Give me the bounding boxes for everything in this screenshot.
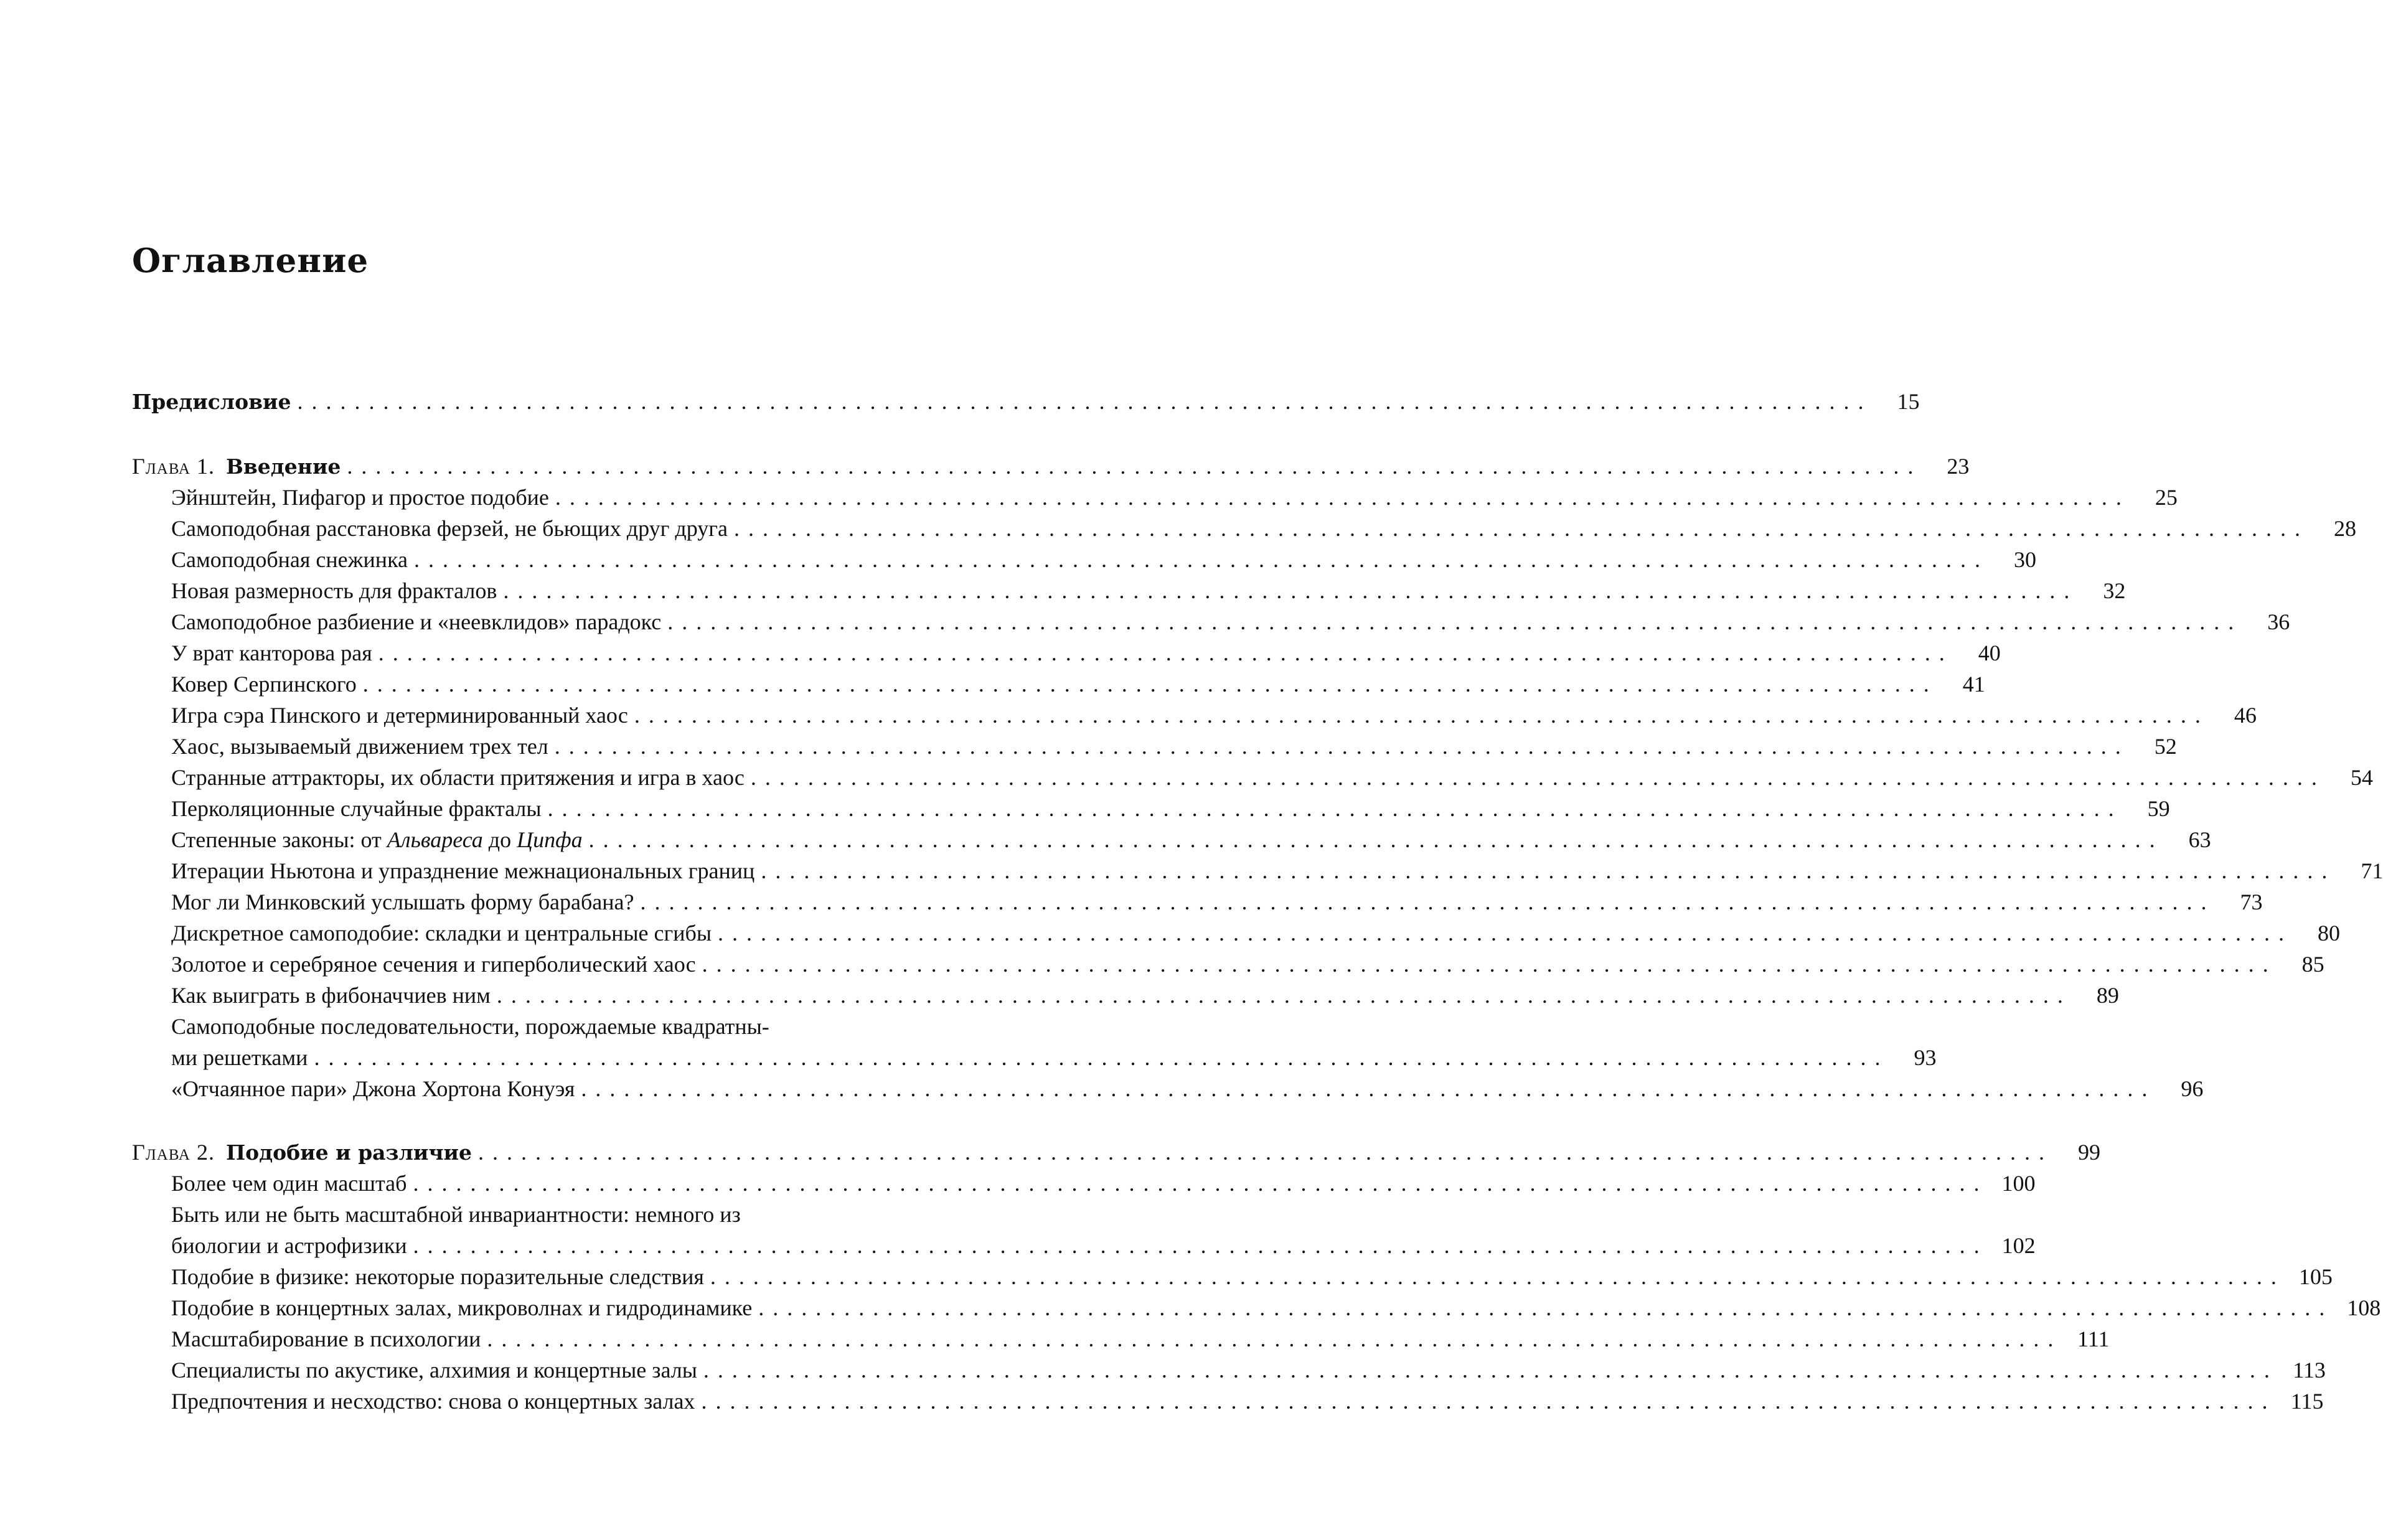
dot-leader: .............................................................................................................. [701,1389,2277,1414]
dot-leader: .............................................................................................................. [710,1264,2285,1289]
entry-title: Дискретное самоподобие: складки и центральные сгибы [171,921,712,946]
entry-page: 54 [2350,765,2373,790]
dot-leader: .............................................................................................................. [297,389,1873,414]
entry-page: 52 [2154,734,2177,759]
toc-entry[interactable] [132,669,1985,700]
entry-page: 85 [2301,952,2324,977]
entry-page: 93 [1914,1045,1937,1070]
page-title: Оглавление [132,242,369,280]
entry-title-italic: Альвареса [387,827,483,852]
entry-title: Хаос, вызываемый движением трех тел [171,734,548,759]
toc-entry[interactable] [132,1386,2324,1417]
entry-page: 96 [2181,1076,2204,1101]
entry-page: 71 [2361,858,2383,883]
toc-entry[interactable] [132,1355,2326,1386]
toc-entry[interactable] [132,918,2341,949]
toc-entry[interactable] [132,1323,2110,1355]
entry-page: 73 [2240,890,2263,914]
entry-page: 100 [2001,1171,2036,1196]
entry-page: 111 [2077,1326,2110,1351]
entry-title-part: до [488,827,512,852]
toc-entry[interactable] [132,606,2290,637]
dot-leader: .............................................................................................................. [588,827,2164,852]
entry-page: 108 [2347,1295,2381,1320]
dot-leader: .............................................................................................................. [750,765,2326,790]
table-of-contents [132,386,2383,1417]
dot-leader: .............................................................................................................. [634,703,2209,728]
toc-entry[interactable] [132,824,2211,855]
entry-title: Новая размерность для фракталов [171,578,497,603]
entry-title: Перколяционные случайные фракталы [171,796,542,821]
entry-title: Золотое и серебряное сечения и гиперболический хаос [171,952,696,977]
toc-entry-preface[interactable] [132,386,1920,417]
dot-leader: .............................................................................................................. [554,734,2130,759]
dot-leader: .............................................................................................................. [347,454,1922,479]
entry-title: Самоподобная снежинка [171,547,408,572]
entry-title: Специалисты по акустике, алхимия и концертные залы [171,1358,697,1383]
entry-page: 102 [2001,1233,2036,1258]
dot-leader: .............................................................................................................. [314,1045,1889,1070]
entry-page: 105 [2298,1264,2333,1289]
entry-title-part: Степенные законы: от [171,827,382,852]
entry-title: Масштабирование в психологии [171,1326,481,1351]
dot-leader: .............................................................................................................. [640,890,2216,914]
toc-entry[interactable] [132,855,2383,886]
entry-title-line[interactable]: Быть или не быть масштабной инвариантности: немного из [171,1202,741,1227]
chapter-number: Глава 2. [132,1140,215,1165]
entry-title: Предисловие [132,390,291,414]
toc-entry[interactable] [132,575,2126,606]
entry-title-line[interactable]: Самоподобные последовательности, порождаемые квадратны- [171,1014,769,1039]
entry-page: 115 [2290,1389,2324,1414]
entry-title: Предпочтения и несходство: снова о концертных залах [171,1389,695,1414]
toc-entry[interactable] [132,700,2257,731]
entry-title: Подобие в физике: некоторые поразительные следствия [171,1264,704,1289]
toc-entry-chapter-1[interactable] [132,451,1970,482]
entry-title: Странные аттракторы, их области притяжения и игра в хаос [171,765,745,790]
chapter-number: Глава 1. [132,454,215,479]
toc-entry[interactable] [132,793,2170,824]
entry-page: 89 [2096,983,2119,1008]
entry-title: Самоподобная расстановка ферзей, не бьющих друг друга [171,516,728,541]
entry-title: Самоподобное разбиение и «неевклидов» парадокс [171,609,662,634]
dot-leader: .............................................................................................................. [733,516,2309,541]
entry-page: 30 [2014,547,2036,572]
entry-title: «Отчаянное пари» Джона Хортона Конуэя [171,1076,575,1101]
entry-page: 113 [2293,1358,2326,1383]
entry-title [132,1137,472,1168]
toc-entry[interactable] [132,886,2263,918]
entry-title [171,824,583,855]
entry-page: 23 [1947,454,1970,479]
dot-leader: .............................................................................................................. [496,983,2072,1008]
toc-entry[interactable] [132,1168,2036,1199]
entry-page: 40 [1978,641,2001,665]
toc-entry[interactable] [132,544,2036,575]
entry-title: Подобие в концертных залах, микроволнах и гидродинамике [171,1295,753,1320]
entry-title-italic: Ципфа [517,827,583,852]
toc-entry[interactable] [132,1073,2204,1104]
toc-entry[interactable] [132,731,2177,762]
entry-page: 15 [1897,389,1920,414]
dot-leader: .............................................................................................................. [581,1076,2156,1101]
entry-title: Мог ли Минковский услышать форму барабана? [171,890,634,914]
entry-title: Более чем один масштаб [171,1171,407,1196]
entry-title: ми решетками [171,1045,308,1070]
entry-page: 99 [2078,1140,2100,1165]
toc-entry[interactable] [132,1261,2333,1292]
dot-leader: .............................................................................................................. [761,858,2336,883]
chapter-title: Введение [225,454,341,479]
entry-page: 25 [2155,485,2178,510]
dot-leader: .............................................................................................................. [487,1326,2062,1351]
entry-title: Как выиграть в фибоначчиев ним [171,983,491,1008]
entry-title: Эйнштейн, Пифагор и простое подобие [171,485,549,510]
entry-title [132,451,341,482]
dot-leader: .............................................................................................................. [718,921,2293,946]
entry-title: биологии и астрофизики [171,1233,407,1258]
dot-leader: .............................................................................................................. [414,547,1989,572]
dot-leader: .............................................................................................................. [413,1171,1988,1196]
toc-entry[interactable] [132,762,2373,793]
dot-leader: .............................................................................................................. [413,1233,1988,1258]
toc-entry[interactable] [132,949,2324,980]
dot-leader: .............................................................................................................. [362,672,1938,697]
dot-leader: .............................................................................................................. [703,1358,2278,1383]
toc-entry[interactable] [132,1292,2381,1323]
entry-page: 46 [2234,703,2257,728]
toc-entry-chapter-2[interactable] [132,1137,2100,1168]
entry-page: 63 [2188,827,2211,852]
entry-page: 59 [2147,796,2170,821]
entry-page: 80 [2318,921,2341,946]
toc-entry[interactable] [132,513,2356,544]
entry-page: 28 [2333,516,2356,541]
toc-entry[interactable] [132,482,2178,513]
entry-title: Итерации Ньютона и упразднение межнациональных границ [171,858,755,883]
dot-leader: .............................................................................................................. [702,952,2277,977]
toc-entry[interactable] [132,1230,2036,1261]
entry-page: 36 [2267,609,2290,634]
dot-leader: .............................................................................................................. [758,1295,2334,1320]
toc-entry[interactable] [132,637,2001,669]
dot-leader: .............................................................................................................. [667,609,2243,634]
dot-leader: .............................................................................................................. [555,485,2130,510]
dot-leader: .............................................................................................................. [478,1140,2053,1165]
chapter-title: Подобие и различие [225,1140,472,1165]
dot-leader: .............................................................................................................. [503,578,2079,603]
toc-entry[interactable] [132,980,2119,1011]
entry-page: 41 [1962,672,1985,697]
entry-title: Игра сэра Пинского и детерминированный хаос [171,703,628,728]
entry-page: 32 [2103,578,2126,603]
toc-entry[interactable] [132,1042,1937,1073]
dot-leader: .............................................................................................................. [378,641,1953,665]
entry-title: Ковер Серпинского [171,672,357,697]
dot-leader: .............................................................................................................. [547,796,2123,821]
entry-title: У врат канторова рая [171,641,372,665]
